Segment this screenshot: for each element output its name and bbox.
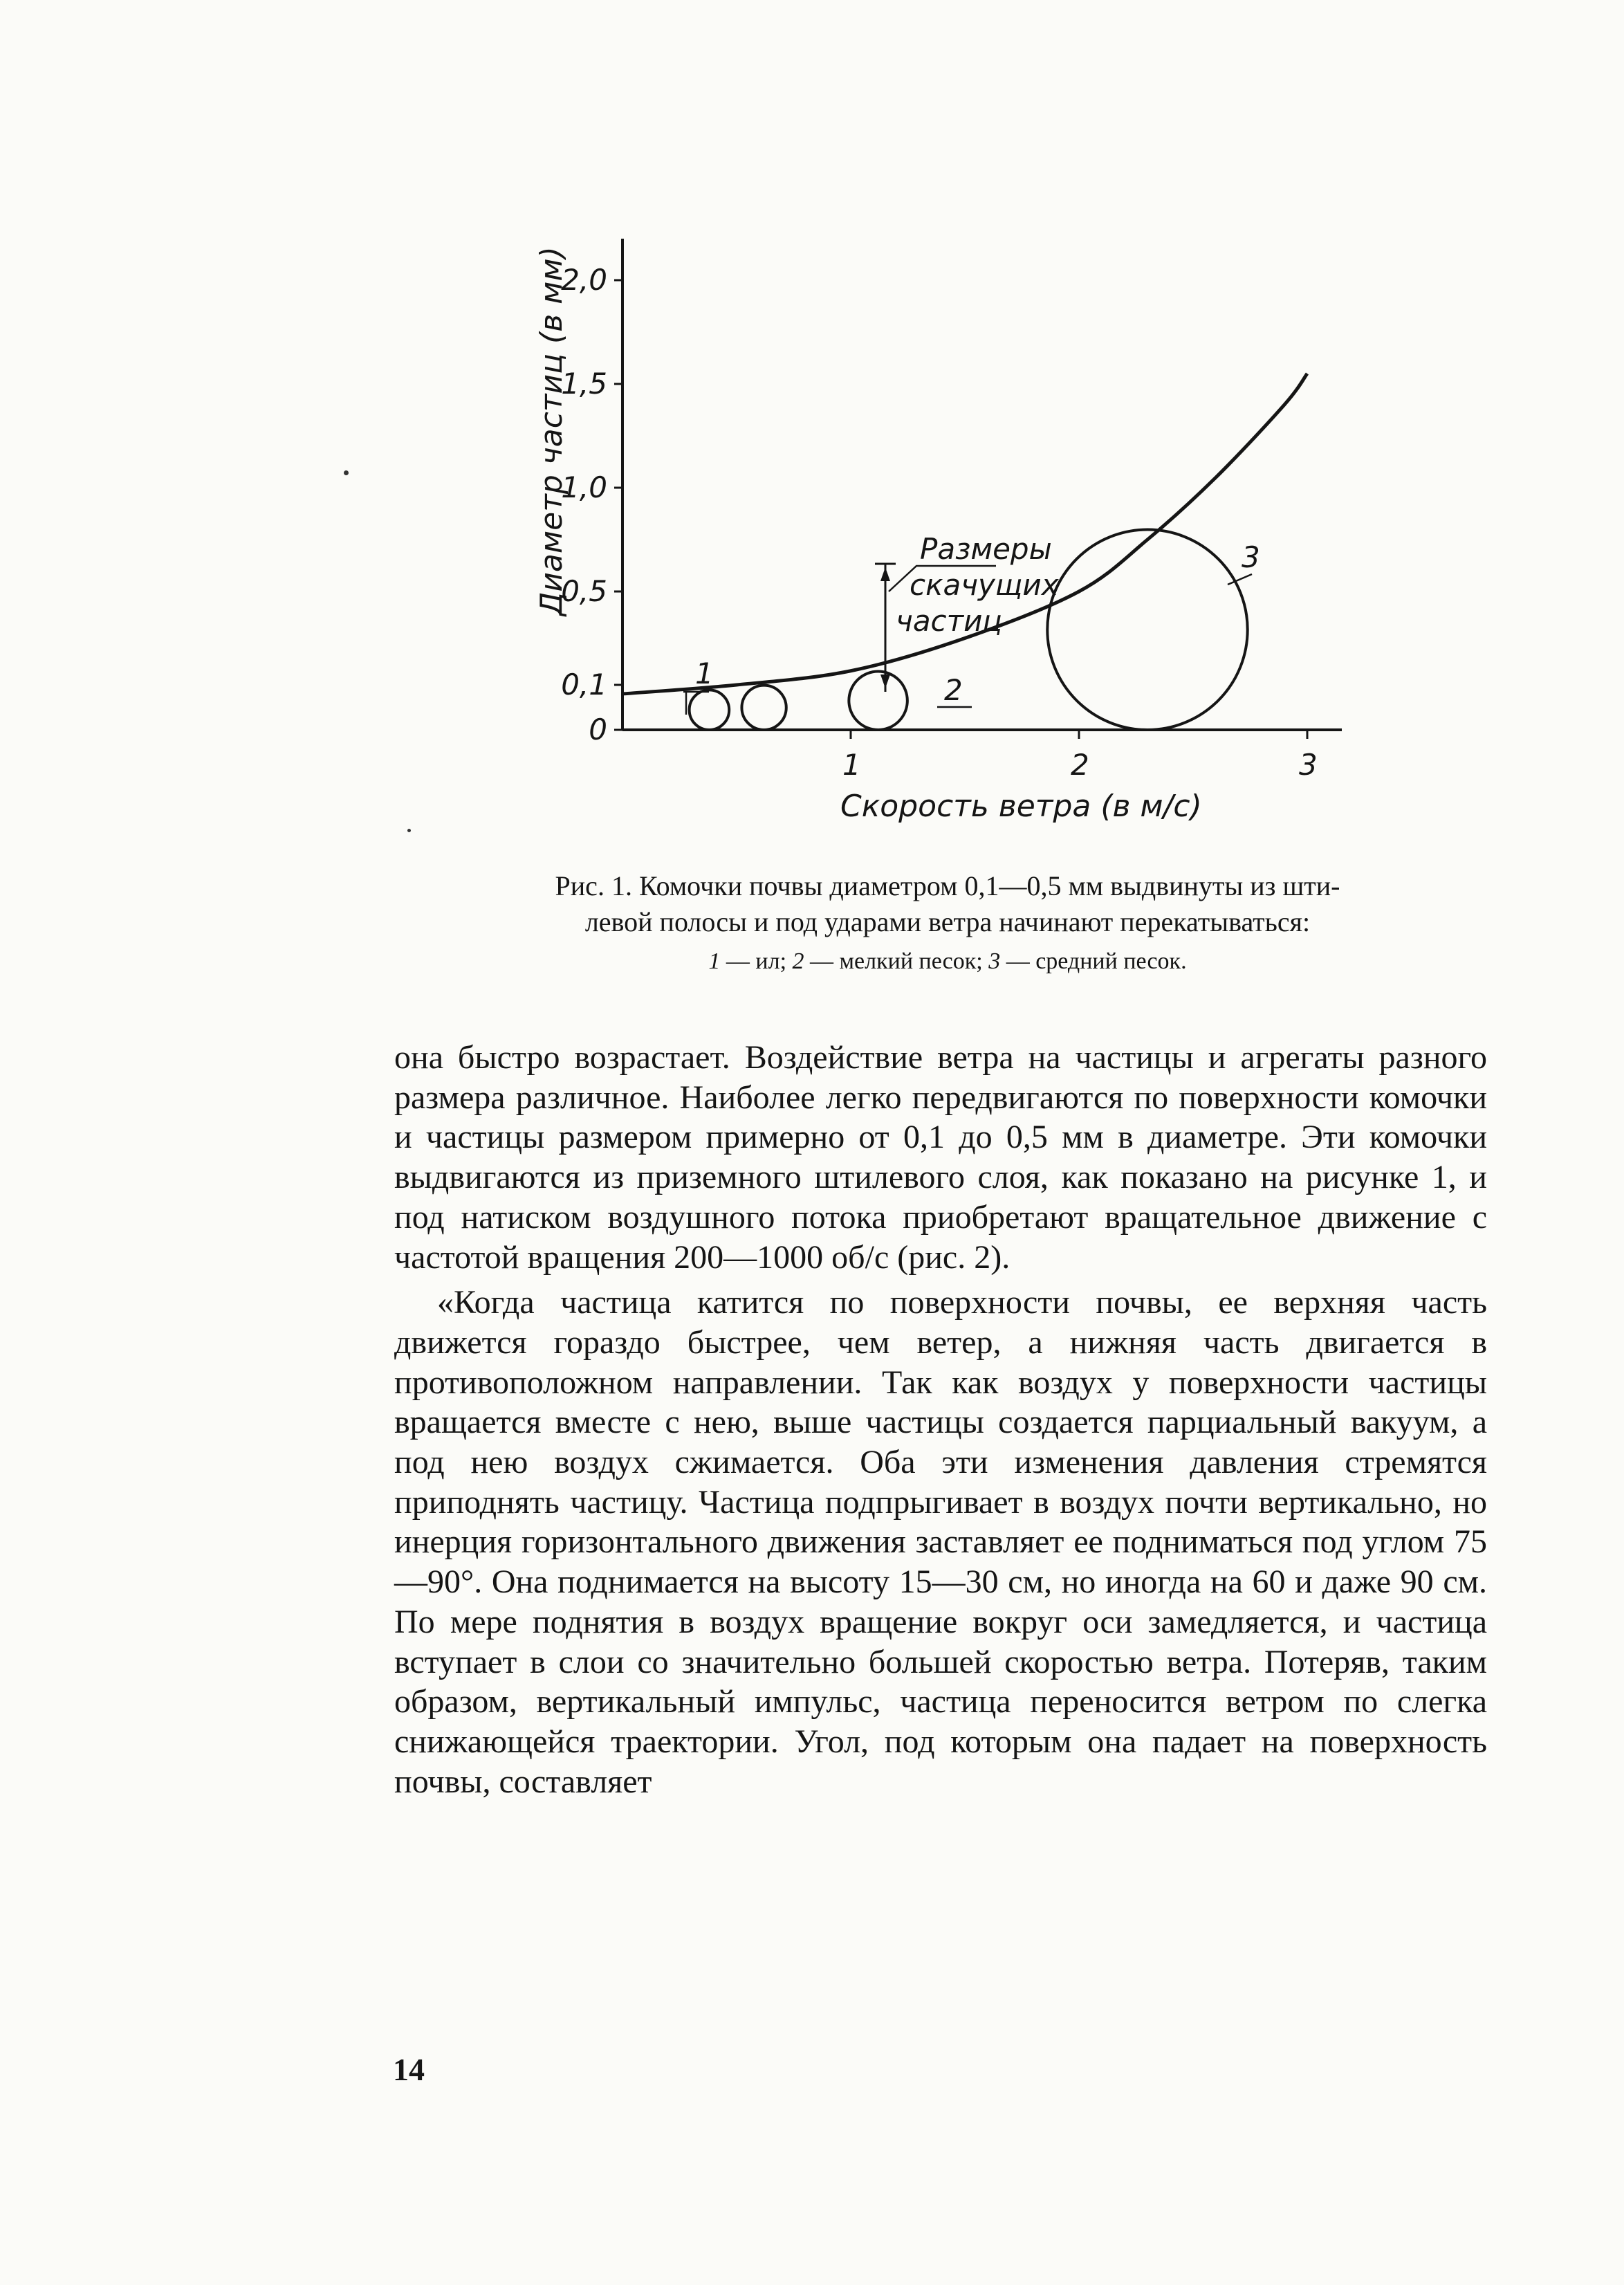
x-axis-label: Скорость ветра (в м/с) (840, 789, 1202, 824)
x-tick-label: 1 (842, 748, 861, 782)
particle-4 (1047, 530, 1247, 730)
caption-line-1: Рис. 1. Комочки почвы диаметром 0,1—0,5 мм выдвинуты из шти- (555, 870, 1340, 901)
print-speck (407, 829, 411, 832)
caption-legend (394, 946, 1501, 978)
body-text (394, 1038, 1487, 1801)
legend-num-1: 1 (708, 948, 721, 974)
y-tick-label: 2,0 (561, 263, 607, 297)
legend-num-3: 3 (988, 948, 1001, 974)
sizes-label-line1: Размеры (920, 532, 1052, 566)
caption-line-2: левой полосы и под ударами ветра начинают перекатываться: (584, 906, 1311, 937)
chart (512, 208, 1383, 858)
y-axis-label: Диаметр частиц (в мм) (534, 246, 569, 616)
legend-num-2: 2 (792, 948, 804, 974)
sizes-label-line3: частиц (896, 604, 1002, 638)
print-speck (344, 470, 349, 475)
paragraph-1: она быстро возрастает. Воздействие ветра на частицы и агрегаты разного размера различное. Наиболее легко передвигаются по поверхности комочки и частицы размером примерно от 0,1 до 0,5 мм в диаметре. Эти комочки выдвигаются из приземного штилевого слоя, как показано на рисунке 1, и под натиском воздушного потока приобретают вращательное движение с частотой вращения 200—1000 об/с (рис. 2). (394, 1039, 1487, 1276)
particle-1 (690, 690, 730, 730)
figure-1 (512, 208, 1383, 858)
y-tick-label: 1,0 (561, 470, 607, 504)
figure-caption (394, 868, 1501, 978)
y-tick-label: 1,5 (561, 367, 607, 401)
paragraph-2: «Когда частица катится по поверхности почвы, ее верхняя часть движется гораздо быстрее, чем ветер, а нижняя часть двигается в противоположном направлении. Так как воздух у поверхности частицы вращается вместе с нею, выше частицы создается парциальный вакуум, а под нею воздух сжимается. Оба эти изменения давления стремятся приподнять частицу. Частица подпрыгивает в воздух почти вертикально, но инерция горизонтального движения заставляет ее подниматься под углом 75—90°. Она поднимается на высоту 15—30 см, но иногда на 60 и даже 90 см. По мере поднятия в воздух вращение вокруг оси замедляется, и частица вступает в слои со значительно большей скоростью ветра. Потеряв, таким образом, вертикальный импульс, частица переносится ветром по слегка снижающейся траектории. Угол, под которым она падает на поверхность почвы, составляет (394, 1284, 1487, 1800)
x-tick-label: 3 (1299, 748, 1318, 782)
sizes-label-line2: скачущих (910, 568, 1059, 602)
y-tick-label: 0 (589, 713, 607, 746)
legend-text-2: — мелкий песок; (804, 948, 989, 974)
particle-label-3: 3 (1242, 540, 1260, 574)
page-number: 14 (393, 2052, 425, 2087)
legend-text-1: — ил; (720, 948, 793, 974)
y-tick-label: 0,5 (561, 574, 607, 608)
particle-2 (741, 686, 786, 730)
particle-3 (849, 672, 907, 730)
particle-label-2: 2 (944, 673, 963, 707)
y-tick-label: 0,1 (561, 668, 607, 701)
particle-label-1: 1 (695, 657, 714, 690)
legend-text-3: — средний песок. (1000, 948, 1187, 974)
x-tick-label: 2 (1071, 748, 1089, 782)
